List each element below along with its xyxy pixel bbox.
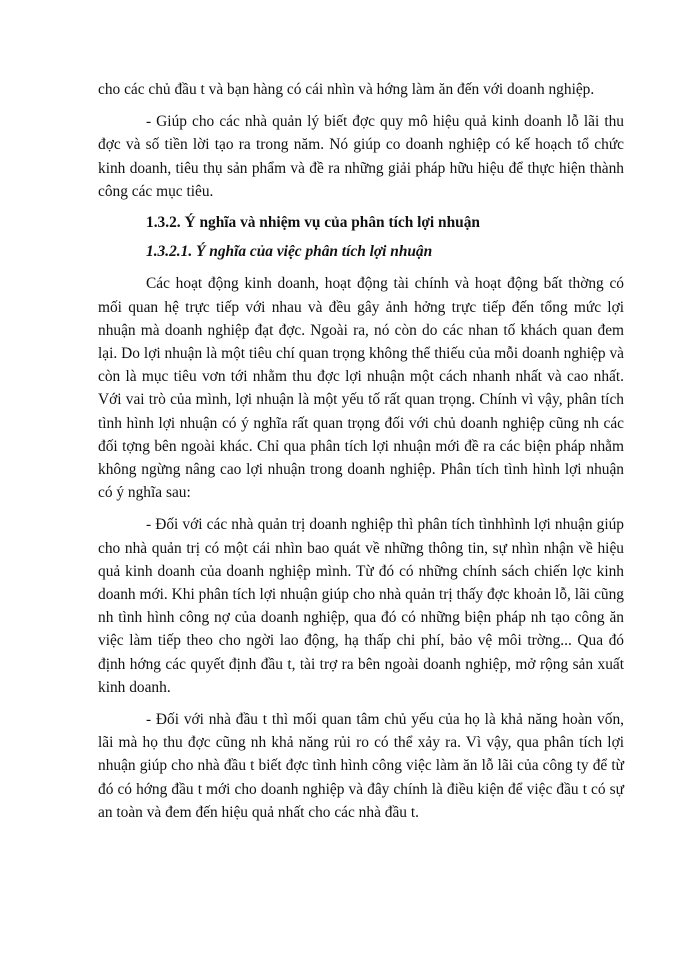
document-page: [98, 78, 624, 824]
subsection-heading: 1.3.2.1. Ý nghĩa của việc phân tích lợi nhuận: [146, 243, 433, 261]
paragraph-continuation: cho các chủ đầu t và bạn hàng có cái nhìn và hớng làm ăn đến với doanh nghiệp.: [98, 81, 595, 98]
section-heading: 1.3.2. Ý nghĩa và nhiệm vụ của phân tích lợi nhuận: [146, 214, 480, 232]
paragraph-for-managers: - Đối với các nhà quản trị doanh nghiệp thì phân tích tìnhhình lợi nhuận giúp cho nhà quản trị có một cái nhìn bao quát về những thông tin, sự nhìn nhận về hiệu quả kinh doanh của doanh nghiệp mình. Từ đó có những chính sách chiến lợc kinh doanh mới. Khi phân tích lợi nhuận giúp cho nhà quản trị thấy đợc khoản lỗ, lãi cũng nh tình hình công nợ của doanh nghiệp, qua đó có những biện pháp nh tạo công ăn việc làm tiếp theo cho ngời lao động, hạ thấp chi phí, bảo vệ môi trờng... Qua đó định hớng các quyết định đầu t, tài trợ ra bên ngoài doanh nghiệp, mở rộng sản xuất kinh doanh.: [98, 516, 624, 696]
paragraph-for-investors: - Đối với nhà đầu t thì mối quan tâm chủ yếu của họ là khả năng hoàn vốn, lãi mà họ thu đợc cũng nh khả năng rủi ro có thể xảy ra. Vì vậy, qua phân tích lợi nhuận giúp cho nhà đầu t biết đợc tình hình công việc làm ăn lỗ lãi của công ty để từ đó có hớng đầu t mới cho doanh nghiệp và đây chính là điều kiện để việc đầu t có sự an toàn và đem đến hiệu quả nhất cho các nhà đầu t.: [98, 711, 624, 821]
paragraph-managers-benefit: - Giúp cho các nhà quản lý biết đợc quy mô hiệu quả kinh doanh lỗ lãi thu đợc và số tiền lời tạo ra trong năm. Nó giúp co doanh nghiệp có kế hoạch tổ chức kinh doanh, tiêu thụ sản phẩm và đề ra những giải pháp hữu hiệu để thực hiện thành công các mục tiêu.: [98, 113, 624, 200]
paragraph-significance: Các hoạt động kinh doanh, hoạt động tài chính và hoạt động bất thờng có mối quan hệ trực tiếp với nhau và đều gây ảnh hởng trực tiếp đến tổng mức lợi nhuận mà doanh nghiệp đạt đợc. Ngoài ra, nó còn do các nhan tố khách quan đem lại. Do lợi nhuận là một tiêu chí quan trọng không thể thiếu của mỗi doanh nghiệp và còn là mục tiêu vơn tới nhằm thu đợc lợi nhuận một cách nhanh nhất và cao nhất. Với vai trò của mình, lợi nhuận là một yếu tố rất quan trọng. Chính vì vậy, phân tích tình hình lợi nhuận có ý nghĩa rất quan trọng đối với chủ doanh nghiệp cũng nh các đối tợng bên ngoài khác. Chỉ qua phân tích lợi nhuận mới đề ra các biện pháp nhằm không ngừng nâng cao lợi nhuận trong doanh nghiệp. Phân tích tình hình lợi nhuận có ý nghĩa sau:: [98, 275, 624, 502]
